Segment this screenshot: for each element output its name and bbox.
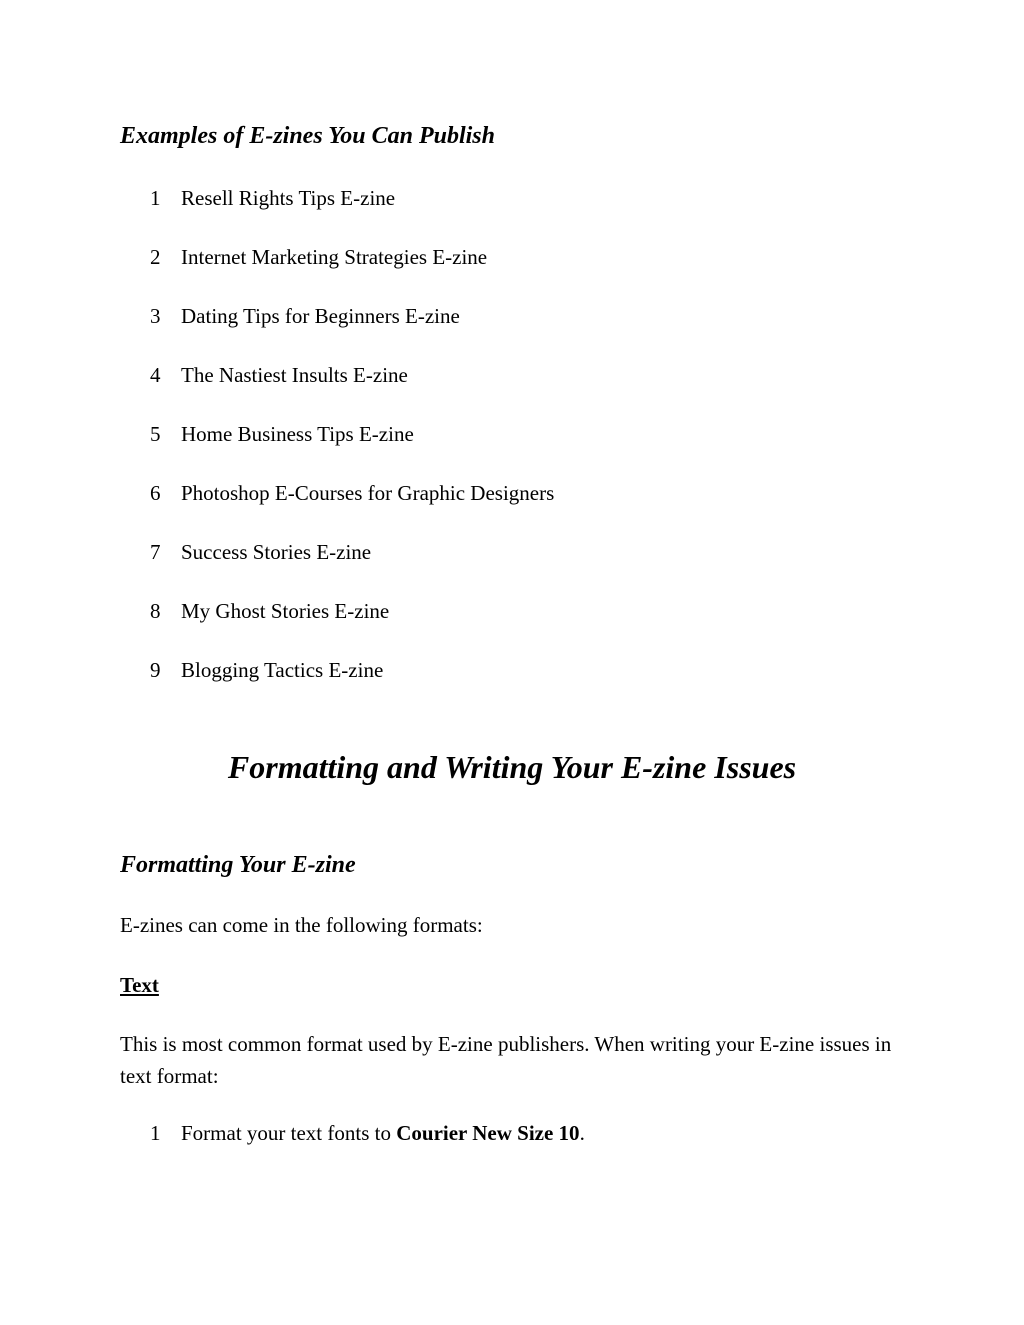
text-format-description: This is most common format used by E-zine publishers. When writing your E-zine issues in text format: [120, 1032, 892, 1088]
chapter-title: Formatting and Writing Your E-zine Issues [227, 749, 797, 785]
list-text: Resell Rights Tips E-zine [181, 186, 396, 210]
list-number: 8 [150, 599, 161, 623]
step-suffix: . [579, 1121, 585, 1145]
list-text: My Ghost Stories E-zine [181, 599, 390, 623]
text-format-label: Text [120, 973, 159, 997]
formats-intro: E-zines can come in the following formats: [120, 913, 483, 937]
list-number: 3 [150, 304, 161, 328]
list-text: The Nastiest Insults E-zine [181, 363, 408, 387]
list-number: 4 [150, 363, 161, 387]
list-number: 1 [150, 186, 161, 210]
list-text: Photoshop E-Courses for Graphic Designers [181, 481, 555, 505]
font-spec: Courier New Size 10 [396, 1121, 580, 1145]
list-number: 5 [150, 422, 161, 446]
list-number: 2 [150, 245, 161, 269]
step-text [181, 1118, 585, 1148]
list-text: Success Stories E-zine [181, 540, 372, 564]
list-text: Internet Marketing Strategies E-zine [181, 245, 488, 269]
formatting-heading: Formatting Your E-zine [120, 852, 356, 878]
list-text: Dating Tips for Beginners E-zine [181, 304, 460, 328]
step-prefix: Format your text fonts to [181, 1121, 397, 1145]
list-number: 1 [150, 1121, 161, 1145]
list-number: 9 [150, 658, 161, 682]
list-number: 7 [150, 540, 161, 564]
list-text: Blogging Tactics E-zine [181, 658, 384, 682]
list-text: Home Business Tips E-zine [181, 422, 414, 446]
examples-heading: Examples of E-zines You Can Publish [120, 123, 495, 149]
list-number: 6 [150, 481, 161, 505]
